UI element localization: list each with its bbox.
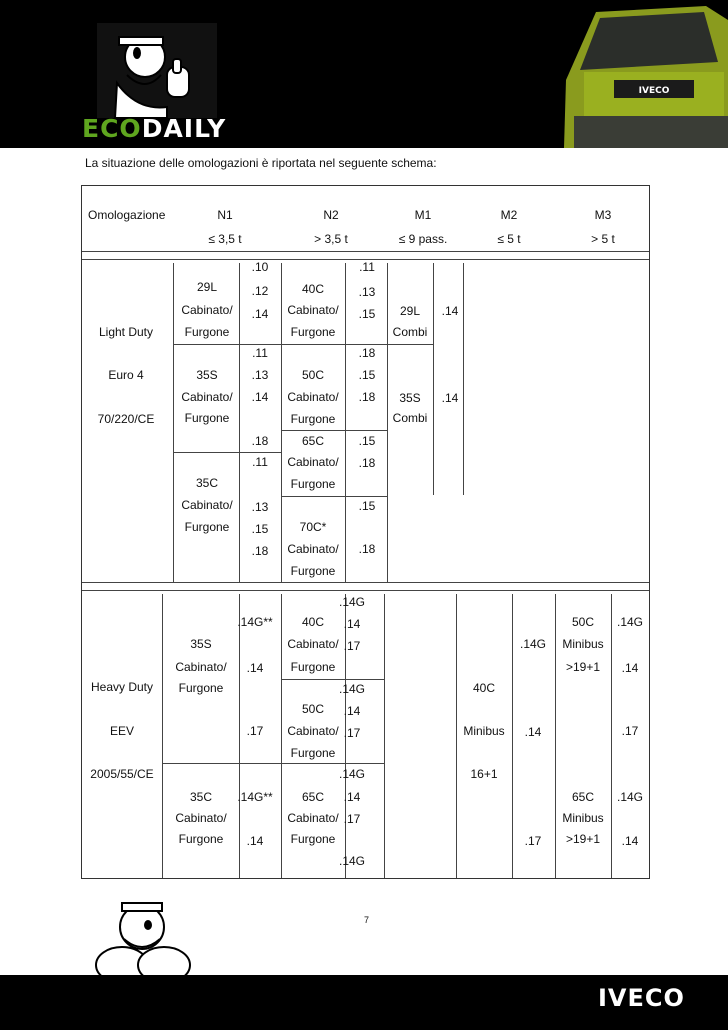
model-35s: 35S (399, 391, 421, 405)
cabinato-text: Cabinato/ (181, 390, 233, 404)
furgone-text: Furgone (184, 325, 230, 339)
cabinato-text: Cabinato/ (181, 303, 233, 317)
header-m3-sub: > 5 t (591, 232, 615, 246)
furgone-text: Furgone (290, 325, 336, 339)
header-m2: M2 (500, 208, 518, 222)
header-m2-sub: ≤ 5 t (497, 232, 521, 246)
table-rule (281, 679, 385, 680)
variant-value: .13 (251, 500, 269, 514)
table-rule (173, 452, 281, 453)
cabinato-text: Cabinato/ (175, 811, 227, 825)
variant-value: .18 (358, 542, 376, 556)
header-m3: M3 (594, 208, 612, 222)
table-rule (281, 344, 387, 345)
table-rule (387, 344, 433, 345)
variant-value: .14 (621, 834, 639, 848)
header-m1-sub: ≤ 9 pass. (398, 232, 448, 246)
model-50c: 50C (571, 615, 595, 629)
header-m1: M1 (414, 208, 432, 222)
model-35s: 35S (196, 368, 218, 382)
variant-value: .17 (246, 724, 264, 738)
furgone-text: Furgone (290, 477, 336, 491)
cabinato-text: Cabinato/ (287, 455, 339, 469)
furgone-text: Furgone (178, 681, 224, 695)
variant-value: .14G (338, 682, 366, 696)
cabinato-text: Cabinato/ (287, 390, 339, 404)
variant-value: .14 (251, 390, 269, 404)
iveco-brand-logo: IVECO (598, 984, 685, 1012)
heavy-duty-directive: 2005/55/CE (90, 767, 154, 781)
variant-value: .14G (519, 637, 547, 651)
variant-value: .18 (358, 346, 376, 360)
table-rule (162, 594, 163, 878)
variant-value: .15 (358, 499, 376, 513)
furgone-text: Furgone (184, 411, 230, 425)
header-omologazione: Omologazione (88, 208, 166, 222)
variant-value: .18 (358, 456, 376, 470)
variant-value: .14G (616, 790, 644, 804)
header-n1: N1 (217, 208, 233, 222)
intro-text: La situazione delle omologazioni è riportata nel seguente schema: (85, 156, 437, 170)
variant-value: .14G (338, 595, 366, 609)
variant-value: .12 (251, 284, 269, 298)
cabinato-text: Cabinato/ (287, 811, 339, 825)
table-rule (82, 251, 649, 252)
table-rule (281, 496, 387, 497)
table-rule (611, 594, 612, 878)
furgone-text: Furgone (184, 520, 230, 534)
variant-value: .14 (441, 391, 459, 405)
variant-value: .17 (343, 639, 361, 653)
variant-value: .14 (251, 307, 269, 321)
cabinato-text: Cabinato/ (287, 637, 339, 651)
variant-value: .15 (358, 434, 376, 448)
cabinato-text: Cabinato/ (287, 724, 339, 738)
variant-value: .18 (251, 434, 269, 448)
variant-value: .18 (358, 390, 376, 404)
variant-value: .15 (358, 307, 376, 321)
variant-value: .14 (246, 661, 264, 675)
table-rule (345, 263, 346, 582)
furgone-text: Furgone (178, 832, 224, 846)
variant-value: .15 (251, 522, 269, 536)
heavy-duty-euro: EEV (109, 724, 135, 738)
model-40c: 40C (301, 615, 325, 629)
variant-value: .18 (251, 544, 269, 558)
table-rule (555, 594, 556, 878)
furgone-text: Furgone (290, 832, 336, 846)
header-n2: N2 (323, 208, 339, 222)
table-rule (281, 263, 282, 582)
ecodaily-logo (82, 114, 226, 143)
model-40c: 40C (472, 681, 496, 695)
table-rule (384, 594, 385, 878)
model-50c: 50C (301, 702, 325, 716)
model-70c: 70C* (299, 520, 327, 534)
model-35c: 35C (195, 476, 219, 490)
variant-value: .14 (343, 790, 361, 804)
combi-text: Combi (392, 411, 428, 425)
variant-value: .13 (358, 285, 376, 299)
light-duty-directive: 70/220/CE (97, 412, 155, 426)
van-badge-text: IVECO (638, 86, 670, 96)
header-n1-sub: ≤ 3,5 t (208, 232, 242, 246)
light-duty-euro: Euro 4 (108, 368, 144, 382)
table-rule (433, 263, 434, 495)
variant-value: .17 (524, 834, 542, 848)
popeye-logo-image (97, 23, 217, 118)
model-65c: 65C (301, 434, 325, 448)
variant-value: .14 (441, 304, 459, 318)
table-rule (387, 263, 388, 582)
seats-19: >19+1 (565, 832, 601, 846)
variant-value: .14 (246, 834, 264, 848)
variant-value: .11 (252, 455, 268, 469)
table-rule (239, 594, 240, 878)
variant-value: .14G (338, 854, 366, 868)
variant-value: .11 (252, 346, 268, 360)
omologazioni-table (81, 185, 650, 879)
seats-19: >19+1 (565, 660, 601, 674)
variant-value: .10 (251, 260, 269, 274)
minibus-text: Minibus (562, 637, 604, 651)
variant-value: .14 (343, 617, 361, 631)
furgone-text: Furgone (290, 746, 336, 760)
cabinato-text: Cabinato/ (287, 542, 339, 556)
model-29l: 29L (196, 280, 218, 294)
furgone-text: Furgone (290, 412, 336, 426)
table-rule (281, 430, 387, 431)
header-n2-sub: > 3,5 t (314, 232, 348, 246)
table-rule (512, 594, 513, 878)
variant-value: .17 (621, 724, 639, 738)
furgone-text: Furgone (290, 660, 336, 674)
table-rule (173, 344, 281, 345)
van-image (556, 0, 728, 148)
model-40c: 40C (301, 282, 325, 296)
table-rule (82, 590, 649, 591)
furgone-text: Furgone (290, 564, 336, 578)
variant-value: .14G** (237, 790, 273, 804)
table-rule (281, 594, 282, 878)
cabinato-text: Cabinato/ (287, 303, 339, 317)
heavy-duty-label: Heavy Duty (90, 680, 154, 694)
model-65c: 65C (301, 790, 325, 804)
variant-value: .17 (343, 726, 361, 740)
variant-value: .14 (343, 704, 361, 718)
variant-value: .14G (616, 615, 644, 629)
table-rule (162, 763, 282, 764)
minibus-text: Minibus (562, 811, 604, 825)
seats-16: 16+1 (470, 767, 498, 781)
variant-value: .11 (359, 260, 375, 274)
light-duty-label: Light Duty (98, 325, 154, 339)
minibus-text: Minibus (463, 724, 505, 738)
variant-value: .13 (251, 368, 269, 382)
model-35s: 35S (190, 637, 212, 651)
table-rule (173, 263, 174, 582)
logo-eco-text: ECO (82, 114, 142, 143)
model-65c: 65C (571, 790, 595, 804)
variant-value: .17 (343, 812, 361, 826)
table-rule (239, 263, 240, 582)
model-50c: 50C (301, 368, 325, 382)
model-29l: 29L (399, 304, 421, 318)
variant-value: .15 (358, 368, 376, 382)
logo-daily-text: DAILY (141, 114, 227, 143)
variant-value: .14 (621, 661, 639, 675)
table-rule (281, 763, 385, 764)
table-rule (82, 582, 649, 583)
table-rule (463, 263, 464, 495)
variant-value: .14 (524, 725, 542, 739)
cabinato-text: Cabinato/ (175, 660, 227, 674)
variant-value: .14G** (237, 615, 273, 629)
model-35c: 35C (189, 790, 213, 804)
page-number: 7 (364, 915, 370, 925)
variant-value: .14G (338, 767, 366, 781)
combi-text: Combi (392, 325, 428, 339)
cabinato-text: Cabinato/ (181, 498, 233, 512)
table-rule (456, 594, 457, 878)
